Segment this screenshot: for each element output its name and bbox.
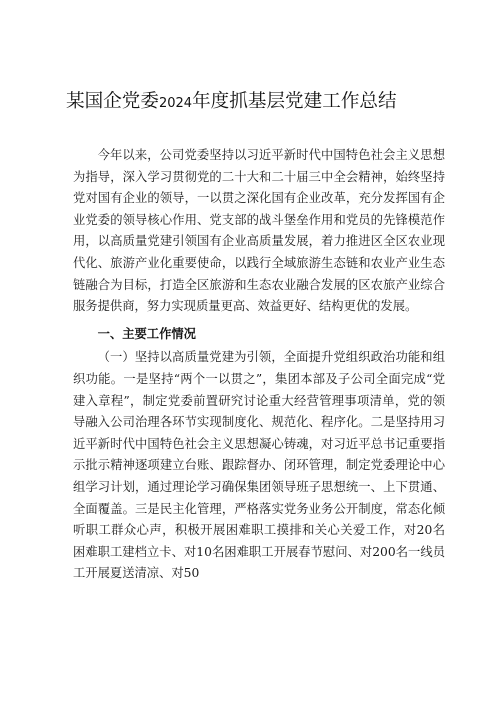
intro-paragraph: 今年以来，公司党委坚持以习近平新时代中国特色社会主义思想为指导，深入学习贯彻党的二十大和二十届三中全会精神，始终坚持党对国有企业的领导，一以贯之深化国有企业改革，充分发挥国有企业党委的领导核心作用、党支部的战斗堡垒作用和党员的先锋模范作用，以高质量党建引领国有企业高质量发展，着力推进区全区农业现代化、旅游产业化重要使命，以践行全域旅游生态链和农业产业生态链融合为目标，打造全区旅游和生态农业融合发展的区农旅产业综合服务提供商，努力实现质量更高、效益更好、结构更优的发展。 xyxy=(73,148,445,314)
title-suffix: 年度抓基层党建工作总结 xyxy=(192,91,397,112)
title-year: 2024 xyxy=(158,96,193,111)
section1-paragraph-1: （一）坚持以高质量党建为引领，全面提升党组织政治功能和组织功能。一是坚持“两个一以贯之”，集团本部及子公司全面完成“党建入章程”，制定党委前置研究讨论重大经营管理事项清单，党的领导融入公司治理各环节实现制度化、规范化、程序化。二是坚持用习近平新时代中国特色社会主义思想凝心铸魂，对习近平总书记重要指示批示精神逐项建立台账、跟踪督办、闭环管理，制定党委理论中心组学习计划，通过理论学习确保集团领导班子思想统一、上下贯通、全面覆盖。三是民主化管理，严格落实党务业务公开制度，常态化倾听职工群众心声，积极开展困难职工摸排和关心关爱工作，对20名困难职工建档立卡、对10名困难职工开展春节慰问、对200名一线员工开展夏送清凉、对50 xyxy=(73,350,445,581)
document-body xyxy=(73,145,445,585)
section-heading-main-work: 一、主要工作情况 xyxy=(97,326,196,341)
title-prefix: 某国企党委 xyxy=(66,91,159,112)
document-title xyxy=(66,89,446,117)
